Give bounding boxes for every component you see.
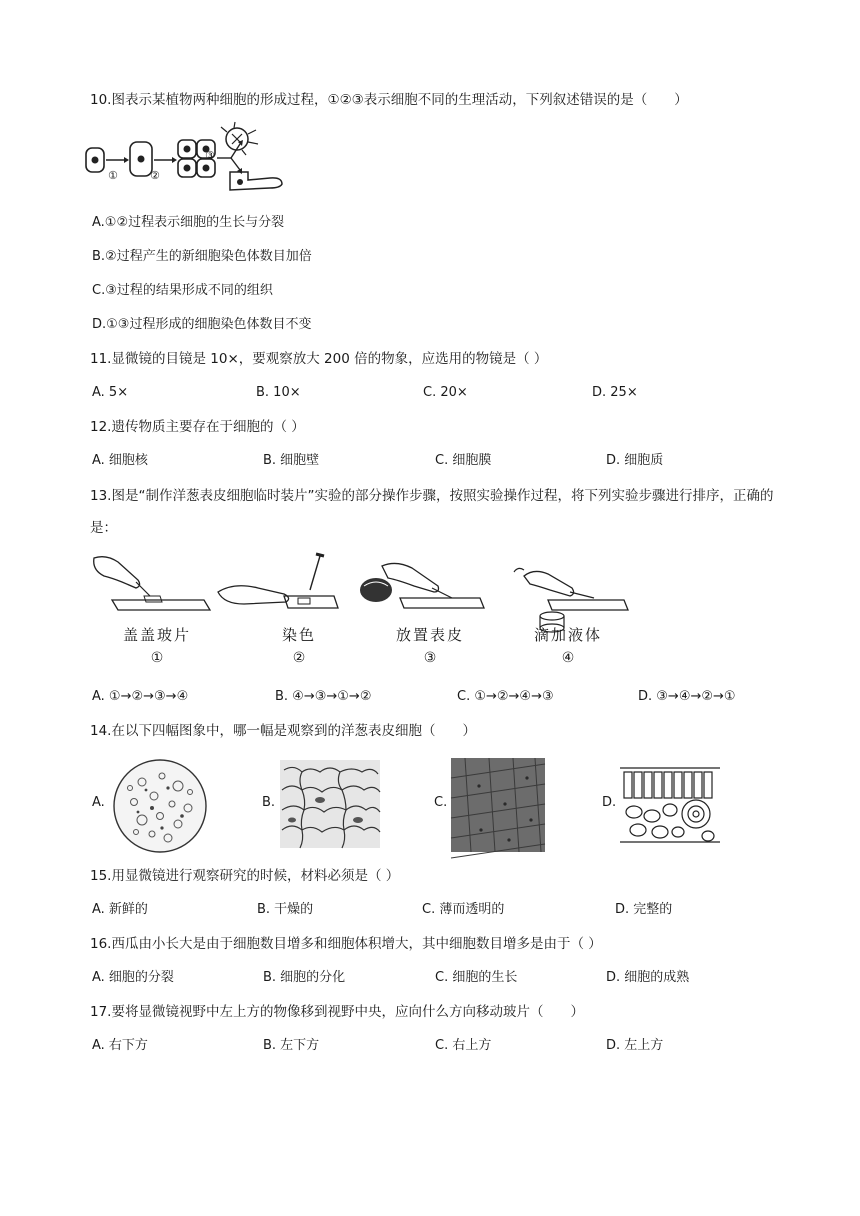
step-stain-image (214, 552, 344, 612)
step-2-label: 染色 (281, 626, 316, 644)
q12-option-a[interactable]: A. 细胞核 (92, 453, 148, 468)
step-3-number: ③ (423, 650, 437, 666)
q14-stem: 14.在以下四幅图象中，哪一幅是观察到的洋葱表皮细胞（ ） (90, 723, 476, 739)
q13-option-b[interactable]: B. ④→③→①→② (275, 689, 372, 704)
diagram-label-3: ③ (205, 149, 215, 162)
q12-option-d[interactable]: D. 细胞质 (606, 453, 664, 468)
q14-option-c[interactable]: C. (434, 795, 448, 810)
image-a-cheek-cells (112, 758, 208, 854)
q13-option-d[interactable]: D. ③→④→②→① (638, 689, 736, 704)
step-3-label: 放置表皮 (395, 626, 464, 644)
q11-stem: 11.显微镜的目镜是 10×，要观察放大 200 倍的物象，应选用的物镜是（ ） (90, 351, 548, 367)
step-4-number: ④ (561, 650, 575, 666)
q17-option-c[interactable]: C. 右上方 (435, 1038, 492, 1053)
q17-option-a[interactable]: A. 右下方 (92, 1038, 148, 1053)
image-c-onion-epidermis (451, 758, 545, 852)
q17-option-b[interactable]: B. 左下方 (263, 1038, 320, 1053)
diagram-label-2: ② (150, 169, 160, 182)
q10-stem: 10.图表示某植物两种细胞的形成过程，①②③表示细胞不同的生理活动，下列叙述错误的是（ ） (90, 92, 688, 108)
step-add-liquid-image (484, 552, 634, 632)
step-1-label: 盖盖玻片 (122, 626, 191, 644)
q16-option-a[interactable]: A. 细胞的分裂 (92, 970, 174, 985)
step-4-label: 滴加液体 (533, 626, 602, 644)
q11-option-d[interactable]: D. 25× (592, 385, 638, 400)
step-place-epidermis-image (352, 552, 492, 612)
q10-option-b[interactable]: B.②过程产生的新细胞染色体数目加倍 (92, 249, 312, 264)
q16-option-d[interactable]: D. 细胞的成熟 (606, 970, 690, 985)
q13-option-a[interactable]: A. ①→②→③→④ (92, 689, 189, 704)
q16-option-c[interactable]: C. 细胞的生长 (435, 970, 518, 985)
q11-option-b[interactable]: B. 10× (256, 385, 301, 400)
q12-stem: 12.遗传物质主要存在于细胞的（ ） (90, 419, 305, 435)
q15-option-c[interactable]: C. 薄而透明的 (422, 902, 505, 917)
q15-stem: 15.用显微镜进行观察研究的时候，材料必须是（ ） (90, 868, 400, 884)
step-cover-slip-image (86, 552, 216, 612)
step-1-number: ① (150, 650, 164, 666)
diagram-label-1: ① (108, 169, 118, 182)
q15-option-b[interactable]: B. 干燥的 (257, 902, 314, 917)
q12-option-c[interactable]: C. 细胞膜 (435, 453, 492, 468)
q16-stem: 16.西瓜由小长大是由于细胞数目增多和细胞体积增大，其中细胞数目增多是由于（ ） (90, 936, 602, 952)
q15-option-a[interactable]: A. 新鲜的 (92, 902, 148, 917)
q14-option-d[interactable]: D. (602, 795, 617, 810)
q11-option-c[interactable]: C. 20× (423, 385, 468, 400)
q17-option-d[interactable]: D. 左上方 (606, 1038, 664, 1053)
q14-option-b[interactable]: B. (262, 795, 276, 810)
image-d-leaf-cross-section (620, 762, 720, 848)
q16-option-b[interactable]: B. 细胞的分化 (263, 970, 346, 985)
q13-option-c[interactable]: C. ①→②→④→③ (457, 689, 554, 704)
q10-option-c[interactable]: C.③过程的结果形成不同的组织 (92, 283, 273, 298)
image-b-leaf-epidermis (280, 760, 380, 848)
q14-option-a[interactable]: A. (92, 795, 105, 810)
q11-option-a[interactable]: A. 5× (92, 385, 129, 400)
q15-option-d[interactable]: D. 完整的 (615, 902, 673, 917)
q10-option-d[interactable]: D.①③过程形成的细胞染色体数目不变 (92, 317, 312, 332)
q12-option-b[interactable]: B. 细胞壁 (263, 453, 320, 468)
step-2-number: ② (292, 650, 306, 666)
q10-option-a[interactable]: A.①②过程表示细胞的生长与分裂 (92, 215, 285, 230)
q17-stem: 17.要将显微镜视野中左上方的物像移到视野中央，应向什么方向移动玻片（ ） (90, 1004, 584, 1020)
q13-stem: 13.图是“制作洋葱表皮细胞临时装片”实验的部分操作步骤，按照实验操作过程，将下列实验步骤进行排序，正确的是： (90, 488, 774, 536)
